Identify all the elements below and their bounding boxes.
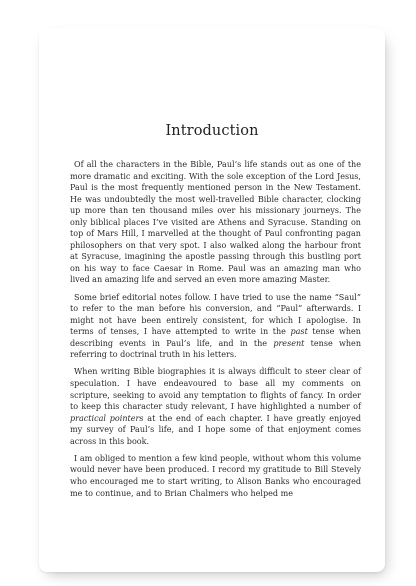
book-page bbox=[39, 28, 385, 572]
text-run: tense when referring to doctrinal truth in his letters. bbox=[70, 338, 362, 360]
text-run: tense when describing events in Paul’s life, and in the bbox=[70, 327, 361, 348]
text-run: at the end of each chapter. I have greatly enjoyed my survey of Paul’s life, and I hope some of that enjoyment comes across in this book. bbox=[70, 413, 361, 446]
text-run: I am obliged to mention a few kind people, without whom this volume would never have been produced. I record my gratitude to Bill Stevely who encouraged me to start writing, to Alison Banks who encouraged me to continue, and to Brian Chalmers who helped me bbox=[70, 453, 361, 498]
emphasis-text: past bbox=[290, 327, 308, 337]
emphasis-text: practical pointers bbox=[70, 413, 144, 423]
text-run: When writing Bible biographies it is always difficult to steer clear of speculation. I have endeavoured to base all my comments on scripture, seeking to avoid any temptation to flights of fancy. In order to keep this character study relevant, I have highlighted a number of bbox=[70, 367, 361, 412]
paragraph bbox=[70, 366, 361, 447]
paragraph bbox=[70, 159, 361, 286]
paragraph bbox=[70, 453, 361, 499]
paragraph bbox=[70, 292, 361, 361]
body-text bbox=[70, 159, 361, 505]
emphasis-text: present bbox=[273, 338, 305, 348]
text-run: Of all the characters in the Bible, Paul’s life stands out as one of the more dramatic and exciting. With the sole exception of the Lord Jesus, Paul is the most frequently mentioned person in the New Testament. He was undoubtedly the most well-travelled Bible character, clocking up more than ten thousand miles over his missionary journeys. The only biblical places I’ve visited are Athens and Syracuse. Standing on top of Mars Hill, I marvelled at the thought of Paul confronting pagan philosophers on that very spot. I also walked along the harbour front at Syracuse, imagining the apostle passing through this bustling port on his way to face Caesar in Rome. Paul was an amazing man who lived an amazing life and served an even more amazing Master. bbox=[70, 160, 361, 285]
page-title: Introduction bbox=[165, 123, 259, 139]
text-run: Some brief editorial notes follow. I have tried to use the name “Saul” to refer to the man before his conversion, and “Paul” afterwards. I might not have been entirely consistent, for which I apologise. In terms of tenses, I have attempted to write in the bbox=[70, 292, 361, 337]
